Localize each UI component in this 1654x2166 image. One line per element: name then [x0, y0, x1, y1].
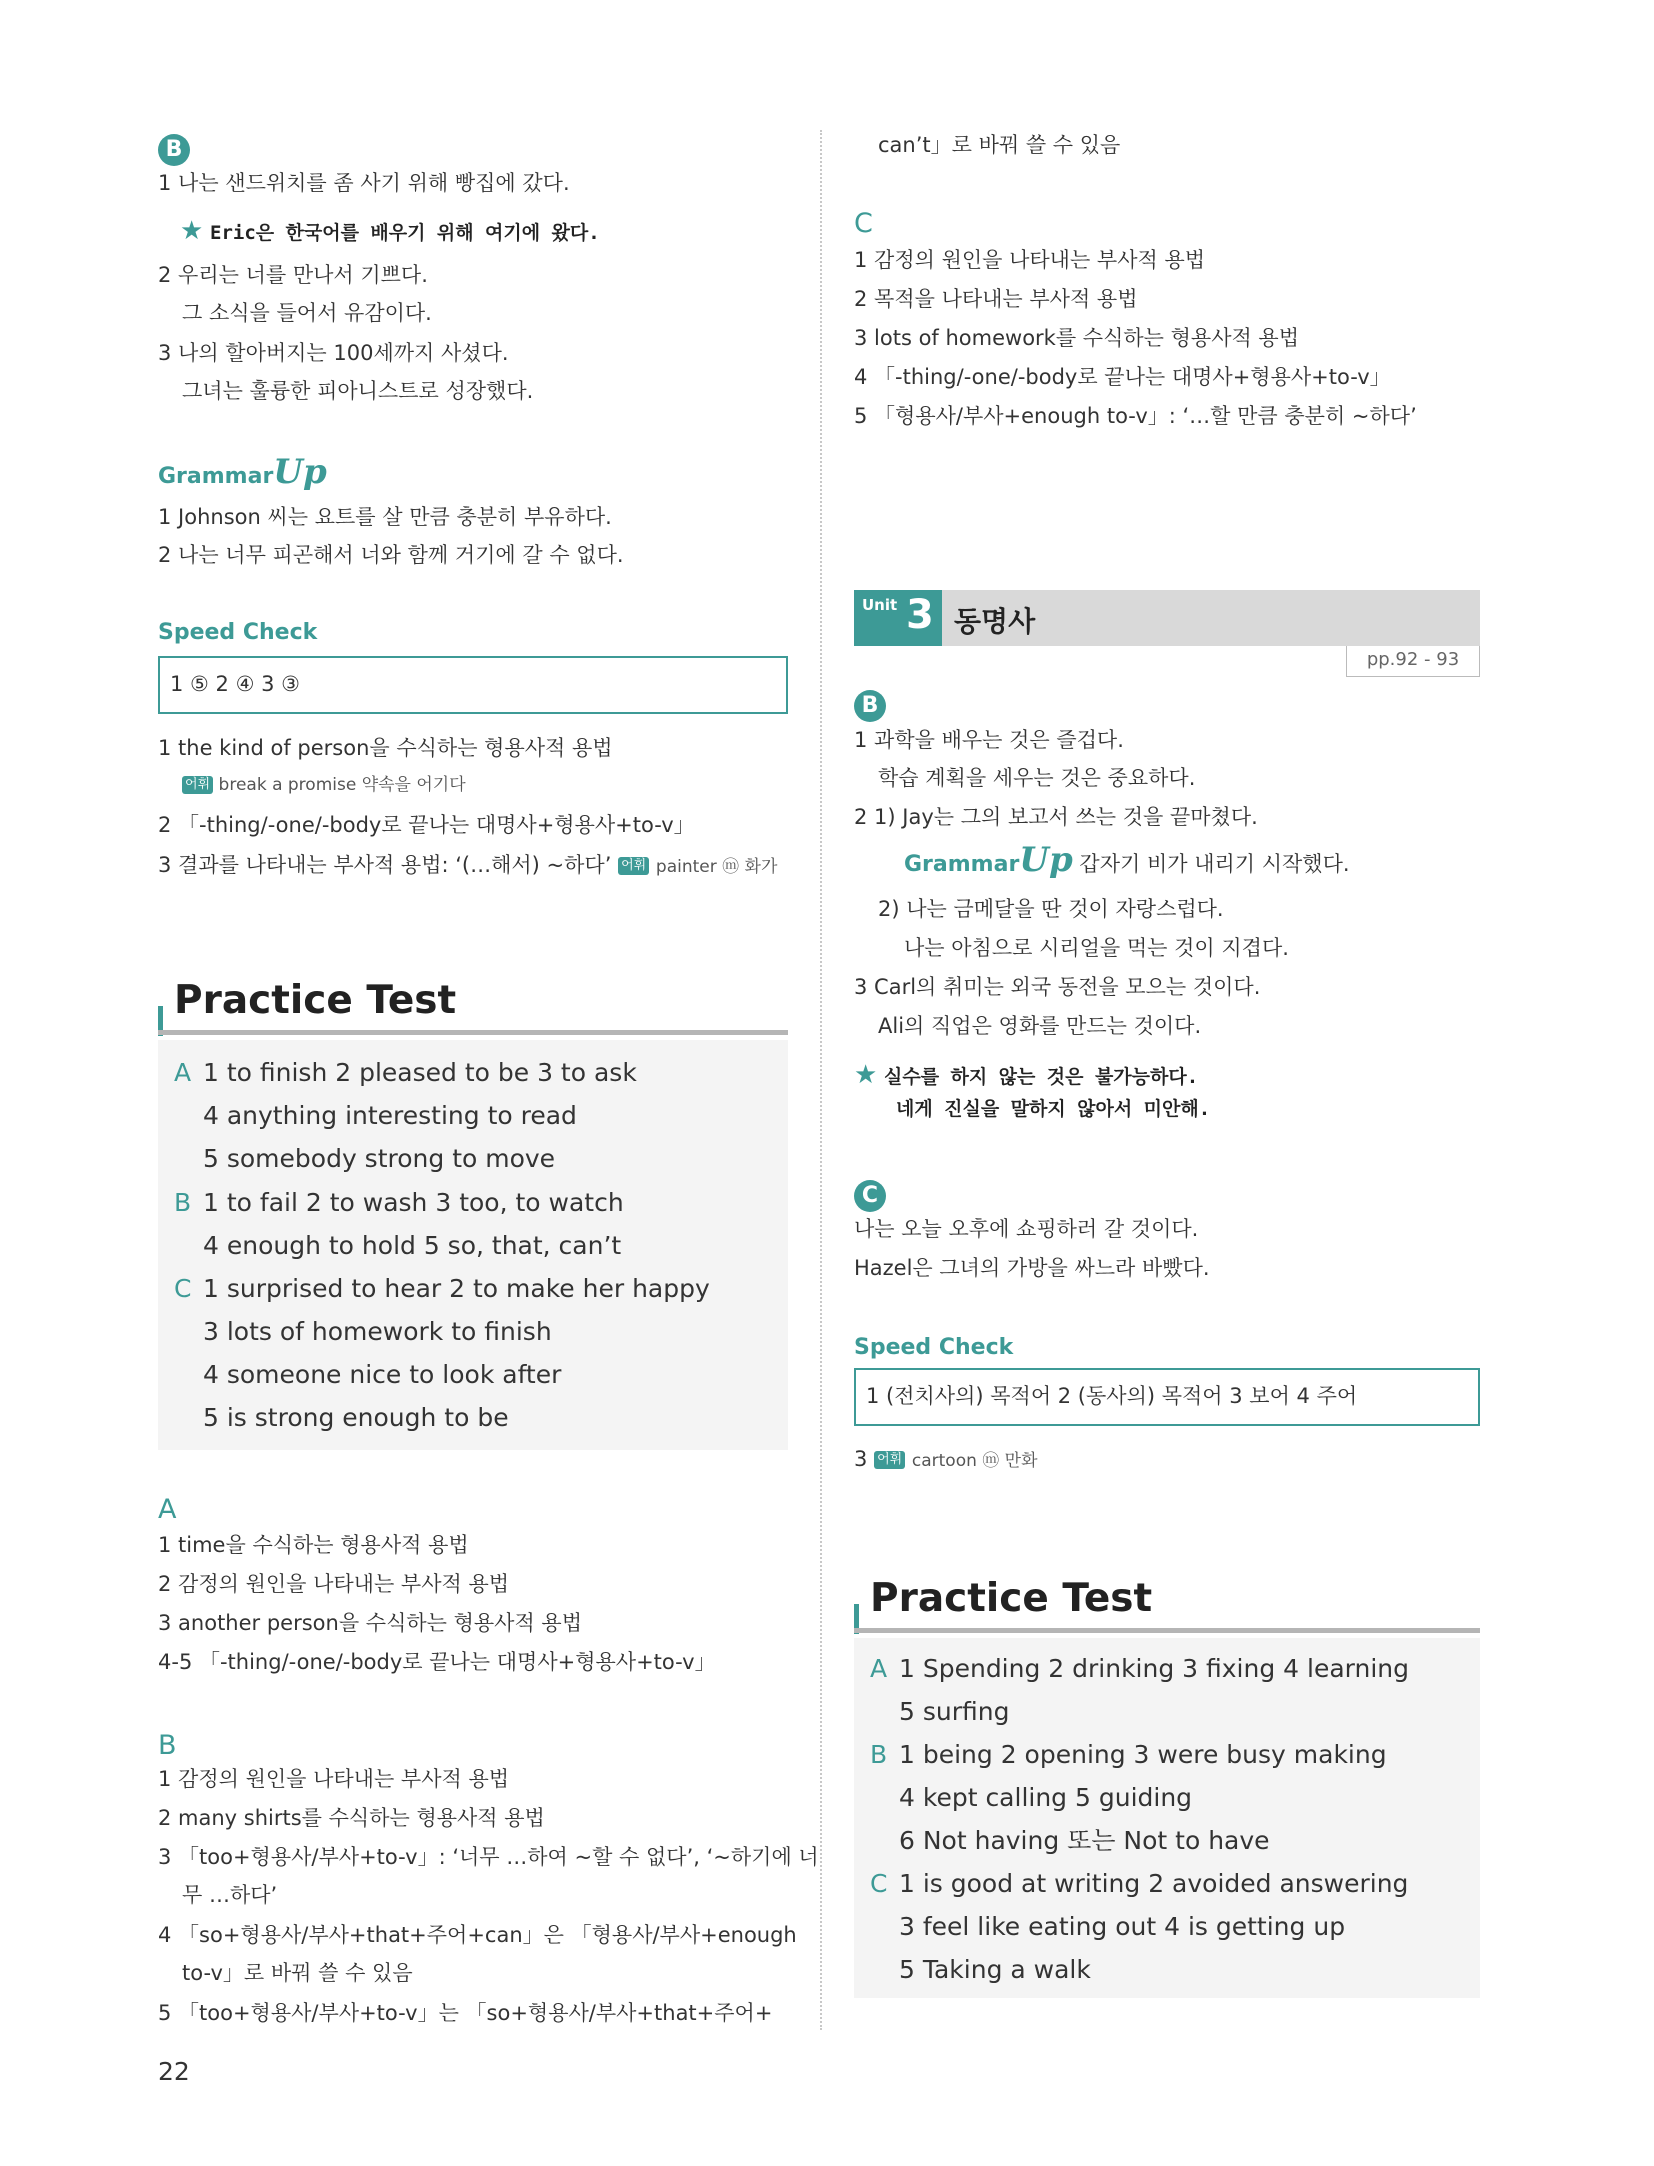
- answer-line: 5 Taking a walk: [899, 1955, 1091, 1984]
- answer-line: 4 enough to hold 5 so, that, can’t: [203, 1231, 622, 1260]
- part-letter: C: [174, 1274, 192, 1303]
- answer-line: 3 Carl의 취미는 외국 동전을 모으는 것이다.: [854, 975, 1261, 999]
- answer-line: 2 1) Jay는 그의 보고서 쓰는 것을 끝마쳤다.: [854, 805, 1258, 829]
- column-divider: [820, 130, 822, 2030]
- unit-tag: Unit 3: [854, 590, 942, 646]
- answer-line: Hazel은 그녀의 가방을 싸느라 바빴다.: [854, 1256, 1210, 1280]
- part-letter: B: [870, 1740, 888, 1769]
- answer-line: 2 나는 너무 피곤해서 너와 함께 거기에 갈 수 없다.: [158, 543, 624, 567]
- page-number: 22: [158, 2057, 190, 2086]
- answer-line: 5 「too+형용사/부사+to-v」는 「so+형용사/부사+that+주어+: [158, 2001, 773, 2025]
- answer-line: 2 목적을 나타내는 부사적 용법: [854, 287, 1138, 311]
- answer-line: 1 to fail 2 to wash 3 too, to watch: [203, 1188, 624, 1217]
- vocab-note: 3 어휘 cartoon ⓜ 만화: [854, 1447, 1038, 1471]
- answer-line: 그녀는 훌륭한 피아니스트로 성장했다.: [182, 379, 534, 403]
- part-letter: A: [174, 1058, 192, 1087]
- part-letter: A: [870, 1654, 888, 1683]
- answer-line: 1 Spending 2 drinking 3 fixing 4 learning: [899, 1654, 1410, 1683]
- star-icon: ★: [854, 1060, 878, 1090]
- page-range: pp.92 - 93: [1346, 646, 1480, 677]
- answer-line: 4 someone nice to look after: [203, 1360, 562, 1389]
- star-icon: ★: [180, 216, 204, 246]
- answer-line: 4-5 「-thing/-one/-body로 끝나는 대명사+형용사+to-v」: [158, 1650, 716, 1674]
- answer-line: 3 lots of homework를 수식하는 형용사적 용법: [854, 326, 1300, 350]
- answer-line: 3 another person을 수식하는 형용사적 용법: [158, 1611, 582, 1635]
- title-underline: [854, 1628, 1480, 1633]
- answer-line: 3 나의 할아버지는 100세까지 사셨다.: [158, 341, 509, 365]
- star-example: 네게 진실을 말하지 않아서 미안해.: [896, 1098, 1211, 1120]
- section-b-badge: B: [854, 690, 886, 722]
- answer-line: Ali의 직업은 영화를 만드는 것이다.: [878, 1014, 1202, 1038]
- part-letter: C: [870, 1869, 888, 1898]
- vocab-note: 어휘 break a promise 약속을 어기다: [182, 770, 466, 800]
- answer-line: to-v」로 바꿔 쓸 수 있음: [182, 1961, 413, 1985]
- speed-check-box: 1 (전치사의) 목적어 2 (동사의) 목적어 3 보어 4 주어: [854, 1368, 1480, 1426]
- section-c-badge: C: [854, 1180, 886, 1212]
- answer-line: 2 「-thing/-one/-body로 끝나는 대명사+형용사+to-v」: [158, 813, 695, 837]
- answer-line: 3 「too+형용사/부사+to-v」: ‘너무 …하여 ~할 수 없다’, ‘~하기에 너: [158, 1845, 819, 1869]
- answer-line: 2) 나는 금메달을 딴 것이 자랑스럽다.: [878, 897, 1224, 921]
- answer-line: 1 the kind of person을 수식하는 형용사적 용법: [158, 736, 613, 760]
- answer-line: 3 lots of homework to finish: [203, 1317, 552, 1346]
- speed-check-label: Speed Check: [158, 620, 318, 645]
- practice-test-title: Practice Test: [174, 978, 457, 1023]
- answer-line: 2 감정의 원인을 나타내는 부사적 용법: [158, 1572, 510, 1596]
- answer-line: 1 being 2 opening 3 were busy making: [899, 1740, 1387, 1769]
- part-letter: B: [174, 1188, 192, 1217]
- answer-line: 5 somebody strong to move: [203, 1144, 556, 1173]
- section-c-label: C: [854, 208, 873, 239]
- answer-line: 1 감정의 원인을 나타내는 부사적 용법: [158, 1767, 510, 1791]
- answer-line: 6 Not having 또는 Not to have: [899, 1826, 1270, 1855]
- answer-line: 1 나는 샌드위치를 좀 사기 위해 빵집에 갔다.: [158, 171, 570, 195]
- answer-line: 5 surfing: [899, 1697, 1010, 1726]
- answer-line: 2 우리는 너를 만나서 기쁘다.: [158, 263, 428, 287]
- practice-test-answers: [854, 1638, 1480, 1998]
- answer-line: 4 「so+형용사/부사+that+주어+can」은 「형용사/부사+enough: [158, 1923, 797, 1947]
- answer-line: 4 kept calling 5 guiding: [899, 1783, 1193, 1812]
- speed-check-label: Speed Check: [854, 1335, 1014, 1360]
- answer-line: can’t」로 바꿔 쓸 수 있음: [878, 133, 1121, 157]
- answer-line: 나는 아침으로 시리얼을 먹는 것이 지겹다.: [904, 936, 1289, 960]
- answer-line: 학습 계획을 세우는 것은 중요하다.: [878, 766, 1196, 790]
- answer-line: 5 「형용사/부사+enough to-v」: ‘…할 만큼 충분히 ~하다’: [854, 404, 1417, 428]
- answer-line: 1 감정의 원인을 나타내는 부사적 용법: [854, 248, 1206, 272]
- answer-line: 1 Johnson 씨는 요트를 살 만큼 충분히 부유하다.: [158, 505, 612, 529]
- practice-test-title: Practice Test: [870, 1576, 1153, 1621]
- answer-line: 4 「-thing/-one/-body로 끝나는 대명사+형용사+to-v」: [854, 365, 1391, 389]
- speed-check-box: 1 ⑤ 2 ④ 3 ③: [158, 656, 788, 714]
- vocab-tag: 어휘: [618, 857, 649, 875]
- answer-line: 나는 오늘 오후에 쇼핑하러 갈 것이다.: [854, 1217, 1199, 1241]
- unit-title: 동명사: [954, 605, 1036, 638]
- section-a-label: A: [158, 1494, 177, 1525]
- star-example: ★ 실수를 하지 않는 것은 불가능하다.: [854, 1060, 1199, 1090]
- answer-line: 1 과학을 배우는 것은 즐겁다.: [854, 728, 1124, 752]
- section-b-badge: B: [158, 134, 190, 166]
- grammar-up-line: GrammarUp 갑자기 비가 내리기 시작했다.: [904, 840, 1350, 880]
- title-underline: [158, 1030, 788, 1035]
- answer-line: 1 is good at writing 2 avoided answering: [899, 1869, 1409, 1898]
- answer-line: 3 feel like eating out 4 is getting up: [899, 1912, 1346, 1941]
- unit-header: [854, 590, 1480, 646]
- vocab-tag: 어휘: [182, 776, 213, 794]
- section-b-label: B: [158, 1730, 177, 1761]
- answer-line: 4 anything interesting to read: [203, 1101, 577, 1130]
- answer-line: 1 surprised to hear 2 to make her happy: [203, 1274, 710, 1303]
- answer-line: 2 many shirts를 수식하는 형용사적 용법: [158, 1806, 545, 1830]
- answer-line: 무 …하다’: [182, 1883, 278, 1907]
- grammar-up-heading: GrammarUp: [904, 840, 1073, 880]
- star-example: ★ Eric은 한국어를 배우기 위해 여기에 왔다.: [180, 216, 600, 246]
- answer-line: 그 소식을 들어서 유감이다.: [182, 301, 432, 325]
- vocab-tag: 어휘: [874, 1451, 905, 1469]
- answer-line: 1 time을 수식하는 형용사적 용법: [158, 1533, 469, 1557]
- answer-line: 5 is strong enough to be: [203, 1403, 509, 1432]
- answer-line: 1 to finish 2 pleased to be 3 to ask: [203, 1058, 637, 1087]
- grammar-up-heading: GrammarUp: [158, 452, 327, 492]
- answer-line: 3 결과를 나타내는 부사적 용법: ‘(…해서) ~하다’ 어휘 painter ⓜ 화가: [158, 853, 778, 877]
